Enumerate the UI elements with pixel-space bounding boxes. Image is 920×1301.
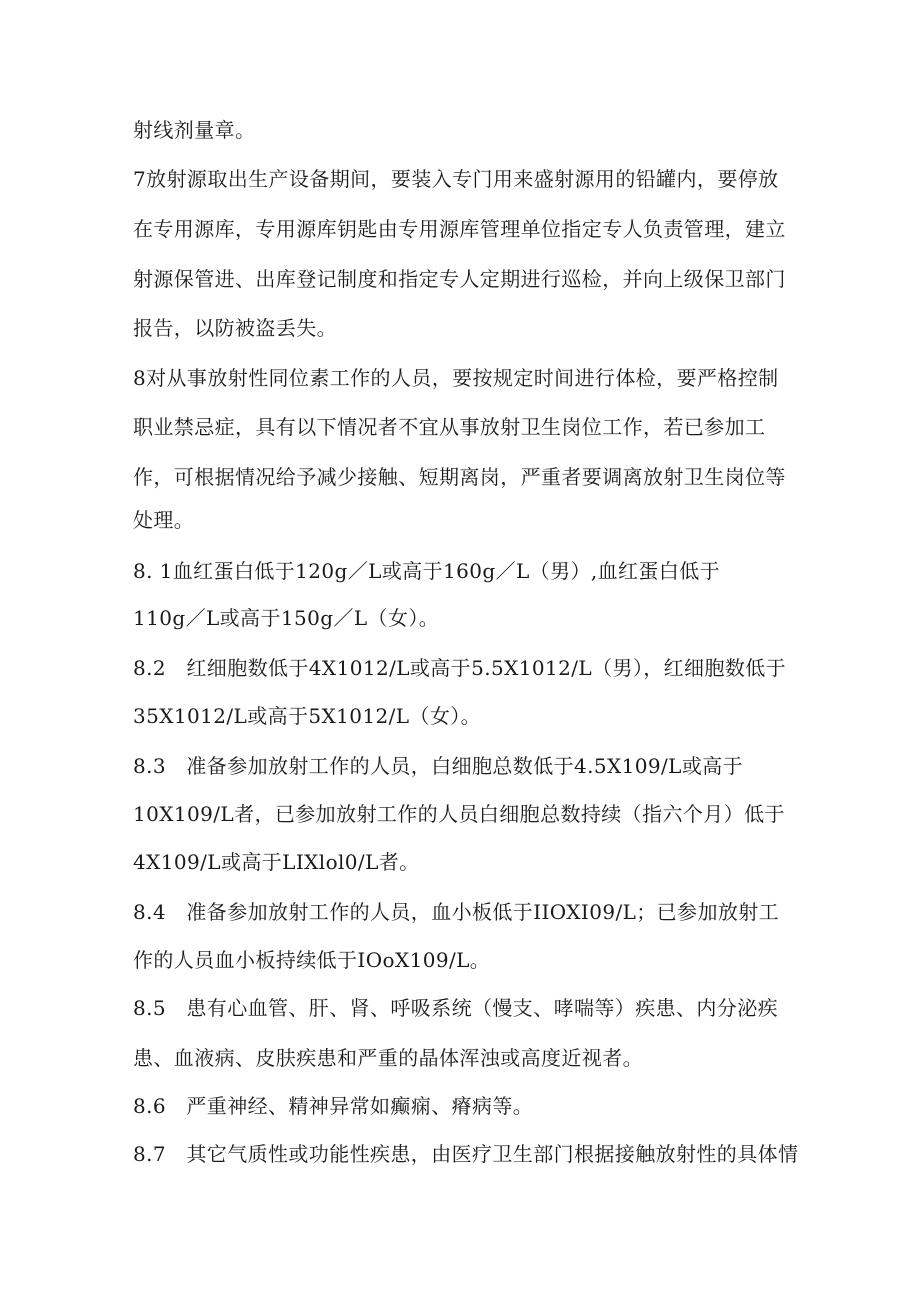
- text-line: 8.3 准备参加放射工作的人员，白细胞总数低于4.5X109/L或高于: [133, 754, 744, 778]
- text-line: 8.2 红细胞数低于4X1012/L或高于5.5X1012/L（男），红细胞数低于: [133, 656, 787, 680]
- text-line: 8.4 准备参加放射工作的人员，血小板低于IIOXI09/L；已参加放射工: [133, 900, 780, 924]
- text-line: 4X109/L或高于LIXlol0/L者。: [133, 850, 420, 874]
- text-line: 8. 1血红蛋白低于120g／L或高于160g／L（男）,血红蛋白低于: [133, 559, 721, 583]
- text-line: 8.6 严重神经、精神异常如癫痫、瘠病等。: [133, 1094, 534, 1118]
- text-line: 作的人员血小板持续低于IOoX109/L。: [133, 948, 491, 972]
- text-line: 职业禁忌症，具有以下情况者不宜从事放射卫生岗位工作，若已参加工: [133, 415, 766, 439]
- text-line: 报告，以防被盗丢失。: [133, 316, 337, 340]
- text-line: 射线剂量章。: [133, 118, 256, 142]
- text-line: 10X109/L者，已参加放射工作的人员白细胞总数持续（指六个月）低于: [133, 802, 785, 826]
- text-line: 患、血液病、皮肤疾患和严重的晶体浑浊或高度近视者。: [133, 1046, 643, 1070]
- text-line: 8.5 患有心血管、肝、肾、呼吸系统（慢支、哮喘等）疾患、内分泌疾: [133, 996, 779, 1020]
- text-line: 8对从事放射性同位素工作的人员，要按规定时间进行体检，要严格控制: [133, 366, 779, 390]
- text-line: 8.7 其它气质性或功能性疾患，由医疗卫生部门根据接触放射性的具体情: [133, 1142, 799, 1166]
- text-line: 作，可根据情况给予减少接触、短期离岗，严重者要调离放射卫生岗位等: [133, 465, 786, 489]
- text-line: 处理。: [133, 508, 195, 532]
- text-line: 110g／L或高于150g／L（女）。: [133, 606, 440, 630]
- text-line: 射源保管进、出库登记制度和指定专人定期进行巡检，并向上级保卫部门: [133, 267, 786, 291]
- text-line: 在专用源库，专用源库钥匙由专用源库管理单位指定专人负责管理，建立: [133, 217, 786, 241]
- text-line: 7放射源取出生产设备期间，要装入专门用来盛射源用的铅罐内，要停放: [133, 167, 779, 191]
- text-line: 35X1012/L或高于5X1012/L（女）。: [133, 704, 482, 728]
